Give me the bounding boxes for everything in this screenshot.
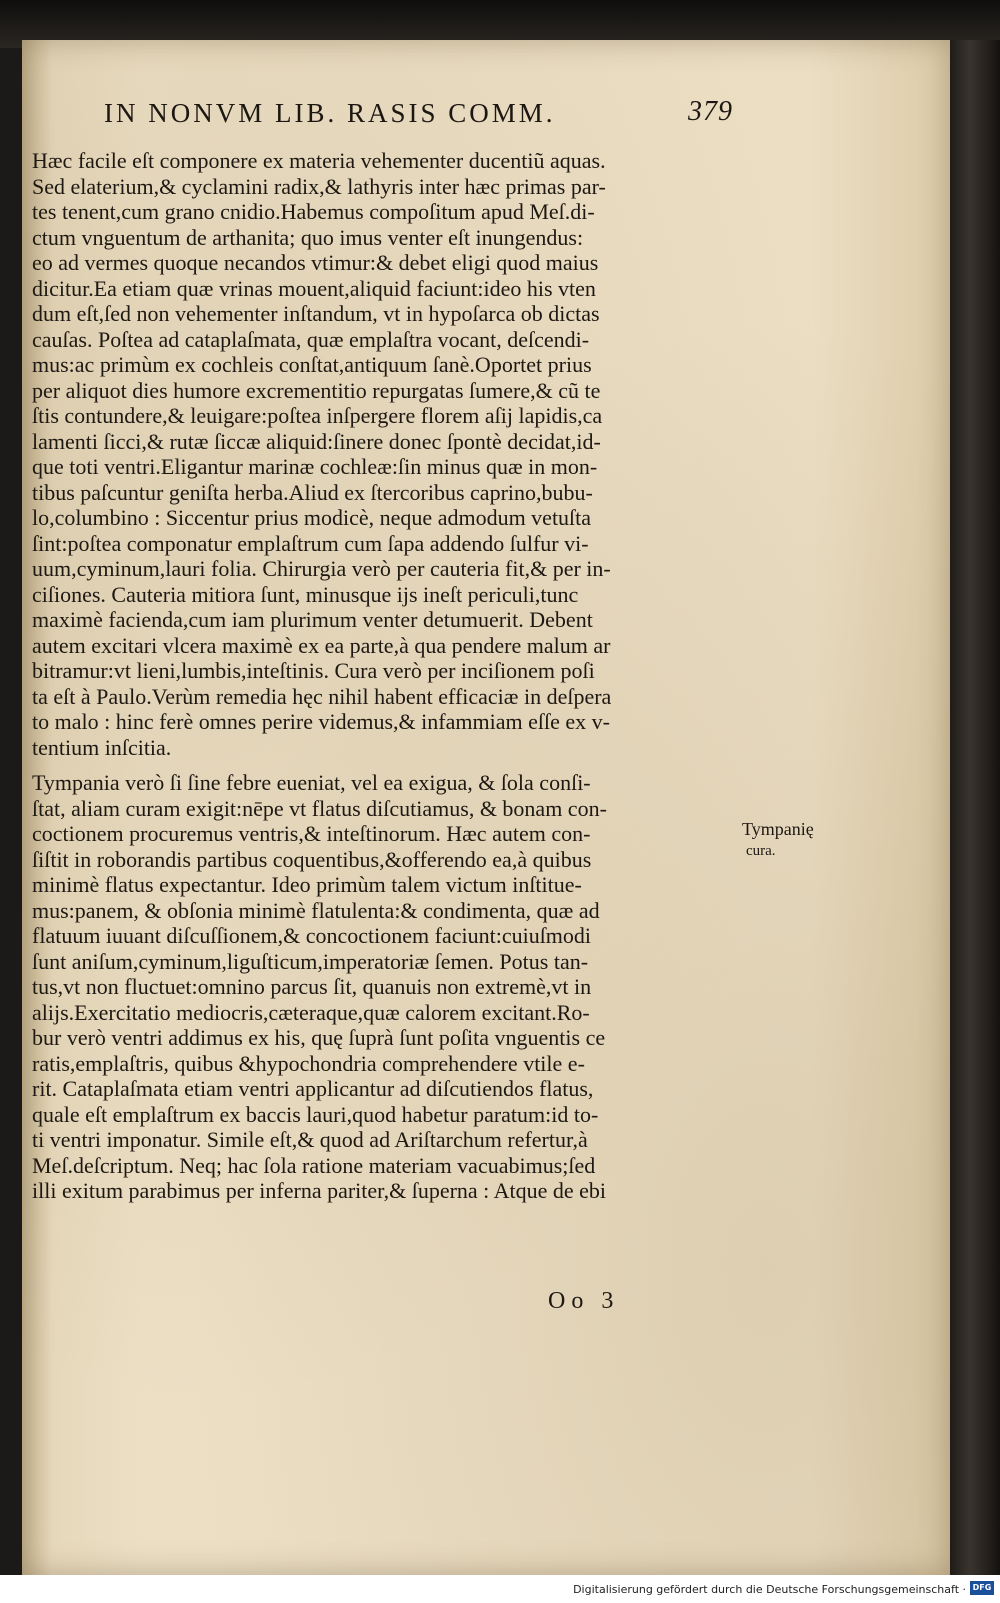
- margin-note-line: cura.: [746, 843, 776, 859]
- text-line: dicitur.Ea etiam quæ vrinas mouent,aliquid faciunt:ideo his vten: [32, 275, 596, 301]
- text-line: tentium inſcitia.: [32, 734, 172, 760]
- text-line: que toti ventri.Eligantur marinæ cochleæ:ſin minus quæ in mon-: [32, 454, 598, 479]
- text-line: Sed elaterium,& cyclamini radix,& lathyris inter hæc primas par-: [32, 173, 606, 199]
- text-line: uum,cyminum,lauri folia. Chirurgia verò per cauteria fit,& per in-: [32, 556, 611, 581]
- text-line: to malo : hinc ferè omnes perire videmus,& infammiam eſſe ex v-: [32, 709, 610, 734]
- text-line: ratis,emplaſtris, quibus &hypochondria comprehendere vtile e-: [32, 1050, 585, 1076]
- margin-note: [742, 818, 852, 862]
- text-line: bur verò ventri addimus ex his, quę ſuprà ſunt poſita vnguentis ce: [32, 1025, 606, 1050]
- text-line: ti ventri imponatur. Simile eſt,& quod ad Ariſtarchum refertur,à: [32, 1127, 588, 1152]
- text-line: ſunt aniſum,cyminum,liguſticum,imperatoriæ ſemen. Potus tan-: [32, 948, 589, 974]
- text-line: tibus paſcuntur geniſta herba.Aliud ex ſtercoribus caprino,bubu-: [32, 479, 593, 505]
- text-line: lo,columbino : Siccentur prius modicè, neque admodum vetuſta: [32, 505, 592, 530]
- text-line: mus:ac primùm ex cochleis conſtat,antiquum ſanè.Oportet prius: [32, 352, 592, 377]
- signature-mark: Oo 3: [548, 1288, 620, 1314]
- scan-right-edge: [950, 40, 1000, 1575]
- text-line: mus:panem, & obſonia minimè flatulenta:& condimenta, quæ ad: [32, 897, 600, 923]
- text-line: tus,vt non fluctuet:omnino parcus ſit, quanuis non extremè,vt in: [32, 974, 592, 999]
- text-line: Tympania verò ſi ſine febre eueniat, vel ea exigua, & ſola conſi-: [32, 770, 591, 795]
- text-line: quale eſt emplaſtrum ex baccis lauri,quod habetur paratum:id to-: [32, 1101, 599, 1127]
- text-line: ctum vnguentum de arthanita; quo imus venter eſt inungendus:: [32, 224, 584, 250]
- text-line: autem excitari vlcera maximè ex ea parte,à qua pendere malum ar: [32, 632, 611, 658]
- page-number: 379: [688, 96, 733, 127]
- running-title: IN NONVM LIB. RASIS COMM.: [104, 98, 556, 128]
- running-header: [104, 96, 733, 129]
- footer-credit: Digitalisierung gefördert durch die Deutsche Forschungsgemeinschaft ·: [573, 1583, 966, 1596]
- text-line: coctionem procuremus ventris,& inteſtinorum. Hæc autem con-: [32, 821, 591, 846]
- text-line: ſtat, aliam curam exigit:nēpe vt flatus diſcutiamus, & bonam con-: [32, 795, 607, 821]
- text-line: ſtis contundere,& leuigare:poſtea inſpergere florem aſij lapidis,ca: [32, 403, 603, 428]
- paragraph-gap: [32, 760, 734, 770]
- text-line: cauſas. Poſtea ad cataplaſmata, quæ emplaſtra vocant, deſcendi-: [32, 326, 590, 352]
- text-line: maximè facienda,cum iam plurimum venter detumuerit. Debent: [32, 607, 593, 632]
- text-line: tes tenent,cum grano cnidio.Habemus compoſitum apud Meſ.di-: [32, 199, 595, 224]
- text-line: ta eſt à Paulo.Verùm remedia hęc nihil habent efficaciæ in deſpera: [32, 683, 612, 709]
- text-line: Meſ.deſcriptum. Neq; hac ſola ratione materiam vacuabimus;ſed: [32, 1152, 596, 1178]
- text-line: per aliquot dies humore excrementitio repurgatas ſumere,& cũ te: [32, 377, 601, 403]
- text-line: minimè flatus expectantur. Ideo primùm talem victum inſtitue-: [32, 872, 582, 897]
- text-line: alijs.Exercitatio mediocris,cæteraque,quæ calorem excitant.Ro-: [32, 999, 590, 1025]
- dfg-logo: DFG: [970, 1581, 994, 1595]
- text-line: ciſiones. Cauteria mitiora ſunt, minusque ijs ineſt periculi,tunc: [32, 581, 579, 607]
- text-line: illi exitum parabimus per inferna pariter,& ſuperna : Atque de ebi: [32, 1178, 606, 1203]
- text-line: eo ad vermes quoque necandos vtimur:& debet eligi quod maius: [32, 250, 599, 275]
- text-line: ſiſtit in roborandis partibus coquentibus,&offerendo ea,à quibus: [32, 846, 592, 872]
- text-line: rit. Cataplaſmata etiam ventri applicantur ad diſcutiendos flatus,: [32, 1076, 594, 1101]
- margin-note-line: Tympanię: [742, 819, 814, 839]
- text-line: lamenti ſicci,& rutæ ſiccæ aliquid:ſinere donec ſpontè decidat,id-: [32, 428, 601, 454]
- body-text: [32, 148, 734, 1204]
- text-line: Hæc facile eſt componere ex materia vehementer ducentiũ aquas.: [32, 148, 606, 173]
- text-line: dum eſt,ſed non vehementer inſtandum, vt in hypoſarca ob dictas: [32, 301, 600, 326]
- text-line: flatuum iuuant diſcuſſionem,& concoctionem faciunt:cuiuſmodi: [32, 923, 592, 948]
- text-line: bitramur:vt lieni,lumbis,inteſtinis. Cura verò per inciſionem poſi: [32, 658, 595, 683]
- text-line: ſint:poſtea componatur emplaſtrum cum ſapa addendo ſulfur vi-: [32, 530, 589, 556]
